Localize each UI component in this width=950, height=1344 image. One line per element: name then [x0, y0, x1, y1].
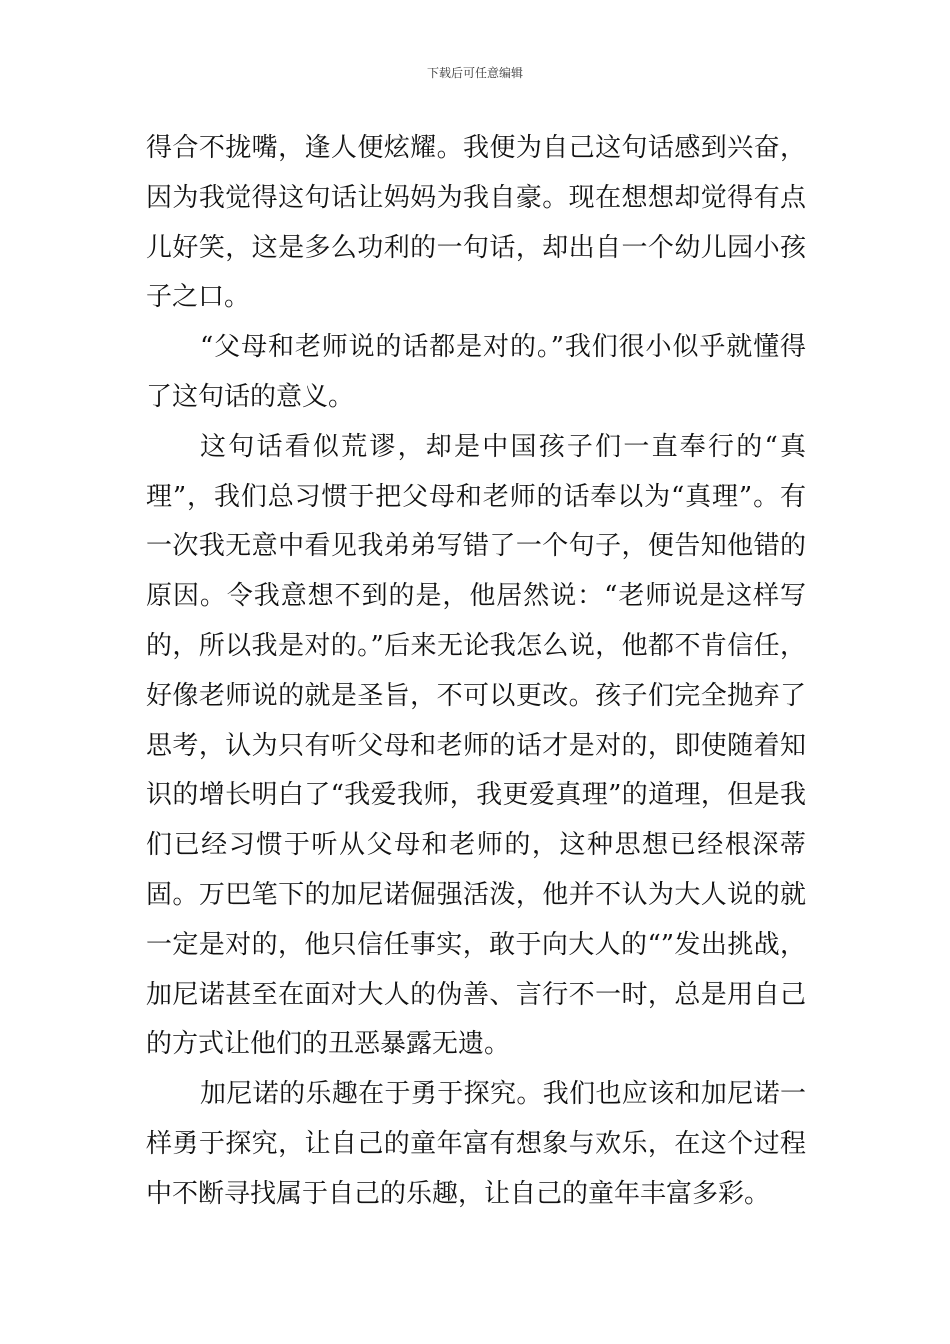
paragraph-3: 这句话看似荒谬，却是中国孩子们一直奉行的“真理”，我们总习惯于把父母和老师的话奉以为“真理”。有一次我无意中看见我弟弟写错了一个句子，便告知他错的原因。令我意想不到的是，他居然说：“老师说是这样写的，所以我是对的。”后来无论我怎么说，他都不肯信任，好像老师说的就是圣旨，不可以更改。孩子们完全抛弃了思考，认为只有听父母和老师的话才是对的，即使随着知识的增长明白了“我爱我师，我更爱真理”的道理，但是我们已经习惯于听从父母和老师的，这种思想已经根深蒂固。万巴笔下的加尼诺倔强活泼，他并不认为大人说的就一定是对的，他只信任事实，敢于向大人的“”发出挑战，加尼诺甚至在面对大人的伪善、言行不一时，总是用自己的方式让他们的丑恶暴露无遗。	[146, 431, 806, 1060]
paragraph-1: 得合不拢嘴，逢人便炫耀。我便为自己这句话感到兴奋，因为我觉得这句话让妈妈为我自豪。现在想想却觉得有点儿好笑，这是多么功利的一句话，却出自一个幼儿园小孩子之口。	[146, 133, 806, 313]
document-body	[146, 124, 806, 1220]
paragraph-2: “父母和老师说的话都是对的。”我们很小似乎就懂得了这句话的意义。	[146, 332, 806, 412]
page-header: 下载后可任意编辑	[426, 66, 523, 80]
paragraph-4: 加尼诺的乐趣在于勇于探究。我们也应该和加尼诺一样勇于探究，让自己的童年富有想象与欢乐，在这个过程中不断寻找属于自己的乐趣，让自己的童年丰富多彩。	[146, 1079, 806, 1209]
